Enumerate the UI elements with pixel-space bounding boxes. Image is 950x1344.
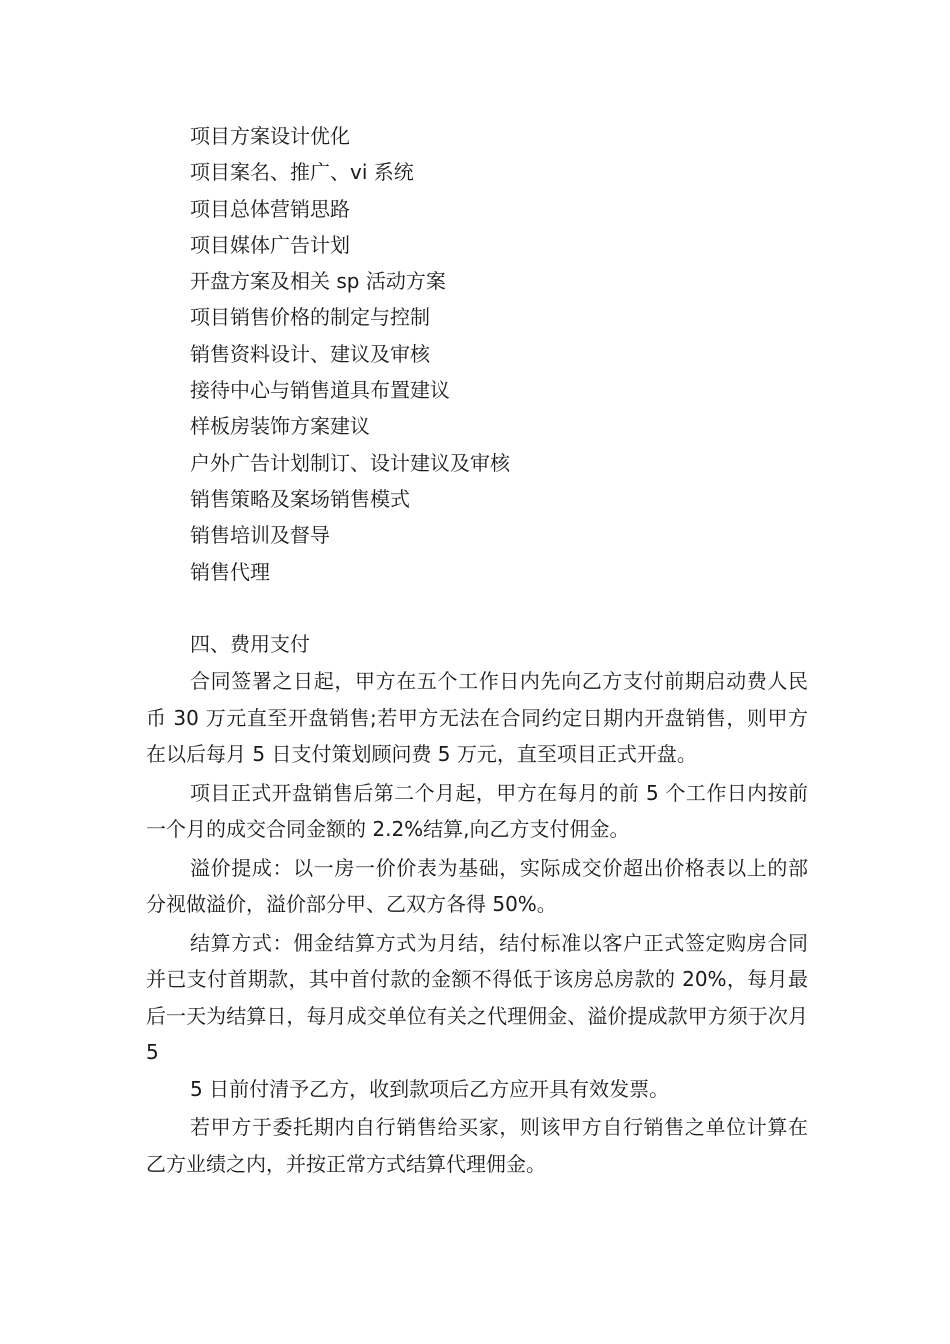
list-item: 样板房装饰方案建议	[190, 414, 370, 439]
section-body	[146, 663, 808, 1184]
list-item: 户外广告计划制订、设计建议及审核	[190, 450, 510, 475]
list-item: 项目案名、推广、vi 系统	[190, 160, 414, 185]
list-item: 接待中心与销售道具布置建议	[190, 378, 450, 403]
list-item: 开盘方案及相关 sp 活动方案	[190, 269, 446, 294]
list-item: 项目媒体广告计划	[190, 232, 350, 257]
section-heading: 四、费用支付	[190, 632, 310, 656]
service-items-list	[190, 118, 510, 590]
list-item: 销售代理	[190, 559, 270, 584]
list-item: 项目销售价格的制定与控制	[190, 305, 430, 330]
paragraph-startup-fee: 合同签署之日起，甲方在五个工作日内先向乙方支付前期启动费人民币 30 万元直至开盘销售;若甲方无法在合同约定日期内开盘销售，则甲方在以后每月 5 日支付策划顾问费 5 万元，直至项目正式开盘。	[146, 669, 808, 766]
paragraph-settlement: 结算方式：佣金结算方式为月结，结付标准以客户正式签定购房合同并已支付首期款，其中首付款的金额不得低于该房总房款的 20%，每月最后一天为结算日，每月成交单位有关之代理佣金、溢价提成款甲方须于次月 5	[146, 930, 808, 1064]
list-item: 销售资料设计、建议及审核	[190, 341, 430, 366]
list-item: 项目方案设计优化	[190, 124, 350, 148]
paragraph-commission: 项目正式开盘销售后第二个月起，甲方在每月的前 5 个工作日内按前一个月的成交合同金额的 2.2%结算,向乙方支付佣金。	[146, 780, 808, 841]
list-item: 项目总体营销思路	[190, 196, 350, 221]
paragraph-self-sale: 若甲方于委托期内自行销售给买家，则该甲方自行销售之单位计算在乙方业绩之内，并按正常方式结算代理佣金。	[146, 1115, 808, 1176]
paragraph-settlement-continued: 5 日前付清予乙方，收到款项后乙方应开具有效发票。	[190, 1076, 670, 1101]
list-item: 销售策略及案场销售模式	[190, 486, 410, 511]
paragraph-premium: 溢价提成：以一房一价价表为基础，实际成交价超出价格表以上的部分视做溢价，溢价部分甲、乙双方各得 50%。	[146, 855, 808, 916]
list-item: 销售培训及督导	[190, 523, 330, 548]
